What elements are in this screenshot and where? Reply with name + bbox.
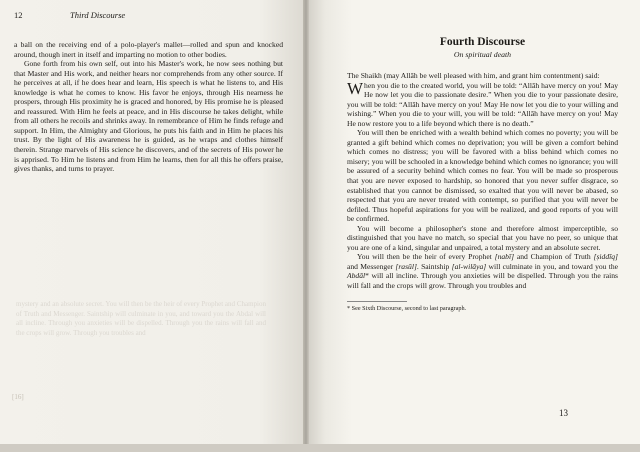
page-edge bbox=[0, 444, 640, 452]
left-page bbox=[0, 0, 305, 452]
paragraph: a ball on the receiving end of a polo-player's mallet—rolled and spun and knocked around, though inert in itself and imparting no motion to other bodies. bbox=[14, 40, 283, 59]
paragraph: Gone forth from his own self, out into his Master's work, he now sees nothing but that Master and His work, and neither hears nor comprehends from any other source. If he perceives at all, if he does hear and learn, His speech is what he listens to, and His knowledge is what he comes to know. His favor he enjoys, through His nearness he prospers, through His proximity he is graced and honored, by His promise he is pleased and reassured. With Him he feels at peace, and in His discourse he takes delight, while from all others he recoils and shrinks away. In remembrance of Him he finds refuge and support. In Him, the Almighty and Glorious, he puts his faith and in Him he places his trust. By the light of His awareness he is guided, as he wraps and clothes himself therein. Strange marvels of His science he discovers, and of the secrets of His power he is apprised. To Him he listens and from Him he learns, then for all this he offers praise, gives thanks, and turns to prayer. bbox=[14, 59, 283, 174]
page-number-left: 12 bbox=[14, 10, 23, 20]
book-gutter bbox=[303, 0, 309, 452]
quote-paragraph bbox=[347, 78, 618, 129]
running-title: Third Discourse bbox=[70, 10, 126, 20]
chapter-subtitle: On spiritual death bbox=[453, 50, 512, 59]
drop-cap: W bbox=[347, 78, 364, 98]
quote-text: hen you die to the created world, you will be told: “Allāh have mercy on you! May He now let you die to passionate desire.” When you die to your passionate desire, you will be told: “Allāh have mercy on you! May He now let you die to your willing and wishing.” When you die to your will, you will be told: “Allāh have mercy on you! May He now restore you to a life beyond which there is no death.” bbox=[347, 80, 618, 128]
chapter-title: Fourth Discourse bbox=[439, 36, 526, 48]
running-head bbox=[14, 10, 283, 20]
bleed-through-text: mystery and an absolute secret. You will then be the heir of every Prophet and Champion of Truth and Messenger. Saintship will culminate in you, and toward you the Abdal will all incline. Through you anxieties will be dispelled. Through you the rains will fall and the crops will grow. Through you troubles and bbox=[16, 300, 266, 337]
footnote: * See Sixth Discourse, second to last paragraph. bbox=[347, 301, 407, 312]
paragraph: You will become a philosopher's stone and therefore almost imperceptible, so distinguished that you have no match, so special that you have no peer, so unique that you are one of a kind, singular and unpaired, a total mystery and an absolute secret. bbox=[347, 223, 618, 252]
right-page bbox=[305, 0, 640, 452]
left-body-text bbox=[14, 40, 283, 174]
paragraph: You will then be enriched with a wealth behind which comes no poverty; you will be granted a gift behind which comes no deprivation; you will be given a comfort behind which comes no distress; you will be favored with a bliss behind which comes no misery; you will be schooled in a knowledge behind which comes no ignorance; you will be assured of a security behind which comes no fear. You will be made so prosperous that you are never exposed to hardship, so honored that you never suffer disgrace, so established that you cannot be dismissed, so exalted that you will never be abased, so respected that you are never treated with contempt, so purified that you will never be defiled. Thus hopeful aspirations for you will be realized, and good reports of you will be confirmed. bbox=[347, 128, 618, 224]
bleed-through-number: [16] bbox=[12, 393, 24, 401]
right-body-text bbox=[347, 71, 618, 291]
intro-line: The Shaikh (may Allāh be well pleased with him, and grant him contentment) said: bbox=[347, 71, 600, 80]
page-number-right: 13 bbox=[559, 408, 568, 418]
paragraph: You will then be the heir of every Prophet [nabī] and Champion of Truth [ṣiddīq] and Messenger [rasūl]. Saintship [al-wilāya] will culminate in you, and toward you the Abdāl* will all incline. Through you anxieties will be dispelled. Through you the rains will fall and the crops will grow. Through you troubles and bbox=[347, 252, 618, 291]
